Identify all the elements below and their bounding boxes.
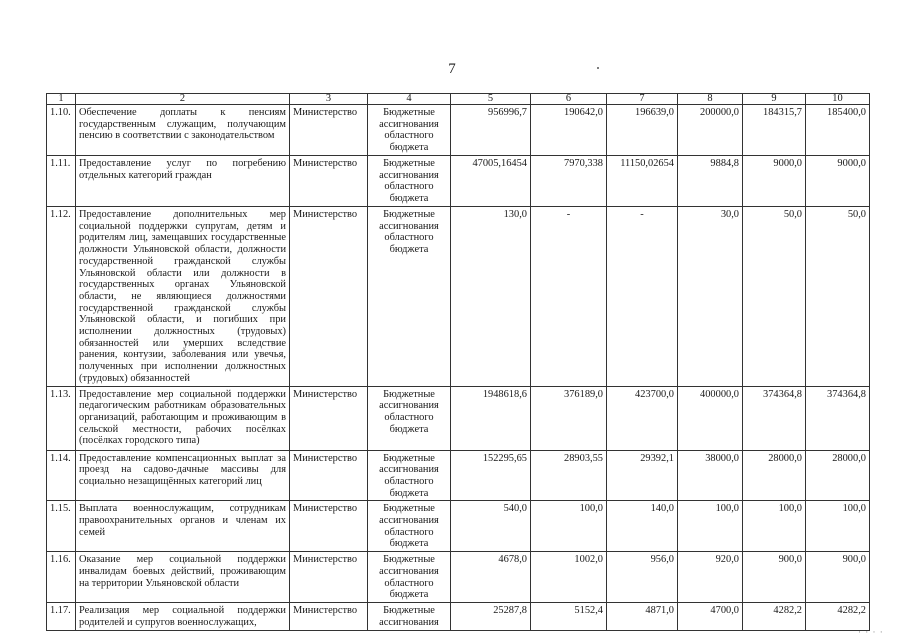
column-header: 1 [47,94,76,105]
table-row [47,450,870,501]
column-header: 5 [451,94,531,105]
value-col8: 4700,0 [678,602,743,630]
executor: Министерство [290,156,368,207]
value-col7: 956,0 [607,552,678,603]
funding-source: Бюджетные ассигнования областного бюджета [368,552,451,603]
measure-description: Обеспечение доплаты к пенсиям государственным служащим, получающим пенсию в соответствии с законодательством [76,105,290,156]
value-col5: 130,0 [451,207,531,387]
value-col8: 100,0 [678,501,743,552]
value-col9: 900,0 [743,552,806,603]
value-col6: 100,0 [531,501,607,552]
measure-description: Предоставление компенсационных выплат за проезд на садово-дачные массивы для социально незащищённых категорий лиц [76,450,290,501]
measure-description: Предоставление дополнительных мер социальной поддержки супругам, детям и родителям лиц, замещавших государственные должности Ульяновской области, должности государственной гражданской службы Ульяновской области или должности в государственных органах Ульяновской области, не являющиеся должностями государственной гражданской службы Ульяновской области, и погибших при исполнении должностных (трудовых) обязанностей или умерших вследствие ранения, контузии, заболевания или увечья, полученных при исполнении должностных (трудовых) обязанностей [76,207,290,387]
value-col7: 29392,1 [607,450,678,501]
value-col9: 28000,0 [743,450,806,501]
value-col6: 7970,338 [531,156,607,207]
executor: Министерство [290,501,368,552]
column-number-row [47,94,870,105]
value-col7: 11150,02654 [607,156,678,207]
funding-source: Бюджетные ассигнования областного бюджета [368,156,451,207]
measure-description: Выплата военнослужащим, сотрудникам правоохранительных органов и членам их семей [76,501,290,552]
value-col5: 4678,0 [451,552,531,603]
row-index: 1.16. [47,552,76,603]
value-col7: - [607,207,678,387]
funding-source: Бюджетные ассигнования областного бюджета [368,386,451,450]
value-col9: 50,0 [743,207,806,387]
column-header: 9 [743,94,806,105]
column-header: 10 [806,94,870,105]
value-col10: 50,0 [806,207,870,387]
value-col10: 900,0 [806,552,870,603]
funding-source: Бюджетные ассигнования областного бюджета [368,450,451,501]
funding-source: Бюджетные ассигнования областного бюджета [368,501,451,552]
value-col8: 920,0 [678,552,743,603]
value-col6: - [531,207,607,387]
value-col10: 4282,2 [806,602,870,630]
measure-description: Реализация мер социальной поддержки родителей и супругов военнослужащих, [76,602,290,630]
value-col7: 196639,0 [607,105,678,156]
value-col7: 423700,0 [607,386,678,450]
value-col10: 9000,0 [806,156,870,207]
value-col9: 374364,8 [743,386,806,450]
table-row [47,386,870,450]
funding-source: Бюджетные ассигнования областного бюджета [368,207,451,387]
value-col9: 184315,7 [743,105,806,156]
row-index: 1.11. [47,156,76,207]
value-col5: 540,0 [451,501,531,552]
page-number: 7 [448,61,456,77]
row-index: 1.10. [47,105,76,156]
executor: Министерство [290,602,368,630]
row-index: 1.12. [47,207,76,387]
value-col5: 152295,65 [451,450,531,501]
budget-table [46,93,870,631]
value-col8: 9884,8 [678,156,743,207]
column-header: 6 [531,94,607,105]
value-col7: 4871,0 [607,602,678,630]
value-col9: 100,0 [743,501,806,552]
funding-source: Бюджетные ассигнования [368,602,451,630]
column-header: 7 [607,94,678,105]
measure-description: Предоставление услуг по погребению отдельных категорий граждан [76,156,290,207]
value-col7: 140,0 [607,501,678,552]
value-col5: 25287,8 [451,602,531,630]
executor: Министерство [290,450,368,501]
executor: Министерство [290,552,368,603]
value-col6: 1002,0 [531,552,607,603]
value-col5: 47005,16454 [451,156,531,207]
scan-artifact: · · · · [858,627,884,637]
value-col6: 5152,4 [531,602,607,630]
row-index: 1.17. [47,602,76,630]
value-col9: 4282,2 [743,602,806,630]
table-row [47,501,870,552]
column-header: 4 [368,94,451,105]
value-col10: 28000,0 [806,450,870,501]
row-index: 1.13. [47,386,76,450]
value-col8: 30,0 [678,207,743,387]
column-header: 8 [678,94,743,105]
row-index: 1.15. [47,501,76,552]
executor: Министерство [290,386,368,450]
column-header: 2 [76,94,290,105]
scan-speck [597,67,599,69]
table-row [47,105,870,156]
value-col8: 200000,0 [678,105,743,156]
value-col6: 28903,55 [531,450,607,501]
row-index: 1.14. [47,450,76,501]
value-col5: 956996,7 [451,105,531,156]
value-col5: 1948618,6 [451,386,531,450]
column-header: 3 [290,94,368,105]
value-col10: 374364,8 [806,386,870,450]
value-col6: 190642,0 [531,105,607,156]
table-row [47,207,870,387]
value-col10: 100,0 [806,501,870,552]
measure-description: Предоставление мер социальной поддержки педагогическим работникам образовательных организаций, работающим и проживающим в сельской местности, рабочих посёлках (посёлках городского типа) [76,386,290,450]
funding-source: Бюджетные ассигнования областного бюджета [368,105,451,156]
value-col6: 376189,0 [531,386,607,450]
value-col8: 400000,0 [678,386,743,450]
executor: Министерство [290,207,368,387]
table-row [47,552,870,603]
table-row [47,156,870,207]
value-col9: 9000,0 [743,156,806,207]
measure-description: Оказание мер социальной поддержки инвалидам боевых действий, проживающим на территории Ульяновской области [76,552,290,603]
value-col8: 38000,0 [678,450,743,501]
value-col10: 185400,0 [806,105,870,156]
executor: Министерство [290,105,368,156]
table-row [47,602,870,630]
